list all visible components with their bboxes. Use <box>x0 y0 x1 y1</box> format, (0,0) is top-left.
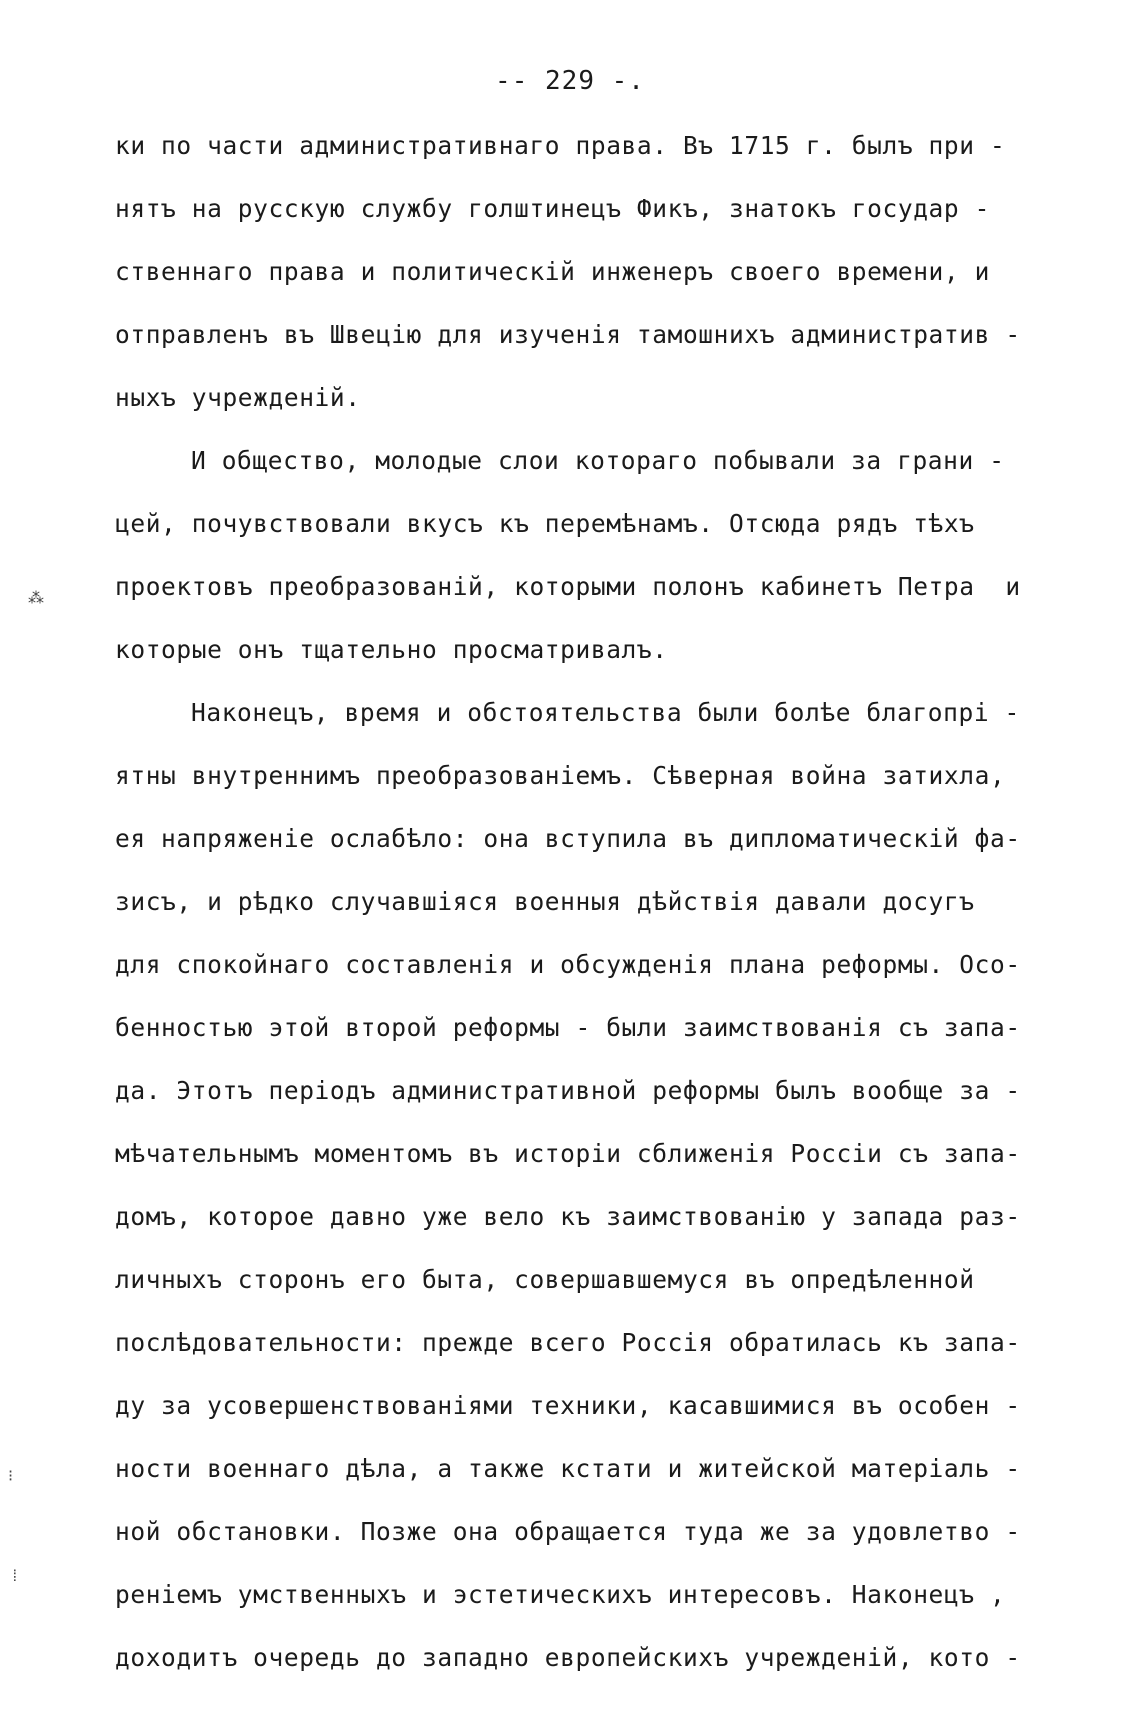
paragraph-start-line: Наконецъ, время и обстоятельства были болѣе благопрі - <box>191 698 1020 727</box>
text-line: послѣдовательности: прежде всего Россія обратилась къ запа- <box>115 1328 1021 1357</box>
margin-speck: ⁂ <box>28 588 44 607</box>
margin-speck: ⁞ <box>10 1566 20 1585</box>
text-line: доходитъ очередь до западно европейскихъ учрежденій, кото - <box>115 1643 1021 1672</box>
text-line: ныхъ учрежденій. <box>115 383 361 412</box>
margin-speck: ⁝ <box>8 1466 14 1485</box>
text-line: ности военнаго дѣла, а также кстати и житейской матеріаль - <box>115 1454 1021 1483</box>
text-line: нятъ на русскую службу голштинецъ Фикъ, знатокъ государ - <box>115 194 990 223</box>
text-line: ея напряженіе ослабѣло: она вступила въ дипломатическій фа- <box>115 824 1021 853</box>
text-line: личныхъ сторонъ его быта, совершавшемуся въ опредѣленной <box>115 1265 975 1294</box>
text-line: домъ, которое давно уже вело къ заимствованію у запада раз- <box>115 1202 1021 1231</box>
page-number: -- 229 -. <box>495 66 645 96</box>
text-line: ятны внутреннимъ преобразованіемъ. Сѣверная война затихла, <box>115 761 1006 790</box>
paragraph-start-line: И общество, молодые слои котораго побывали за грани - <box>191 446 1005 475</box>
text-line: мѣчательнымъ моментомъ въ исторіи сближенія Россіи съ запа- <box>115 1139 1021 1168</box>
text-line: да. Этотъ періодъ административной реформы былъ вообще за - <box>115 1076 1021 1105</box>
text-line: цей, почувствовали вкусъ къ перемѣнамъ. Отсюда рядъ тѣхъ <box>115 509 975 538</box>
text-line: которые онъ тщательно просматривалъ. <box>115 635 668 664</box>
text-line: отправленъ въ Швецію для изученія тамошнихъ административ - <box>115 320 1021 349</box>
text-line: проектовъ преобразованій, которыми полонъ кабинетъ Петра и <box>115 572 1021 601</box>
text-line: ственнаго права и политическій инженеръ своего времени, и <box>115 257 990 286</box>
text-line: бенностью этой второй реформы - были заимствованія съ запа- <box>115 1013 1021 1042</box>
text-line: зисъ, и рѣдко случавшіяся военныя дѣйствія давали досугъ <box>115 887 975 916</box>
text-line: ду за усовершенствованіями техники, касавшимися въ особен - <box>115 1391 1021 1420</box>
text-line: ной обстановки. Позже она обращается туда же за удовлетво - <box>115 1517 1021 1546</box>
text-line: для спокойнаго составленія и обсужденія плана реформы. Осо- <box>115 950 1021 979</box>
body-text <box>115 130 1075 1705</box>
text-line: ки по части административнаго права. Въ 1715 г. былъ при - <box>115 131 1006 160</box>
text-line: реніемъ умственныхъ и эстетическихъ интересовъ. Наконецъ , <box>115 1580 1006 1609</box>
